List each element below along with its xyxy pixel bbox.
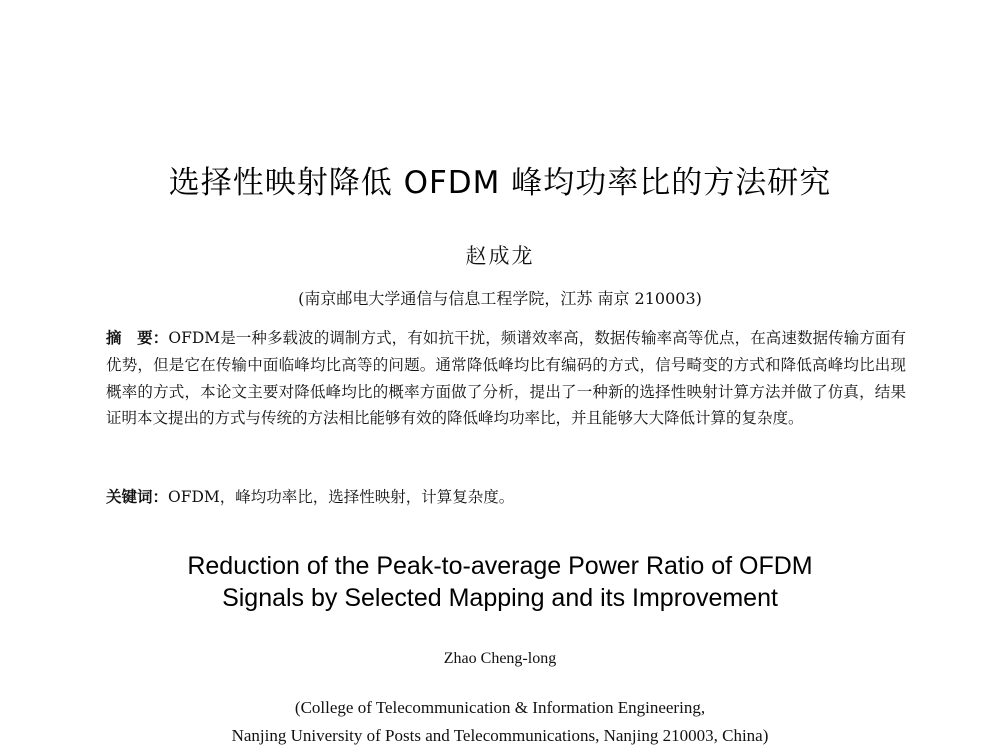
english-affiliation-line-1: (College of Telecommunication & Information Engineering, <box>294 698 706 717</box>
english-author: Zhao Cheng-long <box>443 650 557 667</box>
keywords-text: OFDM，峰均功率比，选择性映射，计算复杂度。 <box>168 488 515 506</box>
chinese-abstract <box>106 325 906 432</box>
chinese-title: 选择性映射降低 OFDM 峰均功率比的方法研究 <box>168 165 832 201</box>
english-title <box>0 550 1000 614</box>
chinese-keywords <box>106 485 906 507</box>
abstract-text: OFDM是一种多载波的调制方式，有如抗干扰，频谱效率高，数据传输率高等优点，在高速数据传输方面有优势，但是它在传输中面临峰均比高等的问题。通常降低峰均比有编码的方式，信号畸变的方式和降低高峰均比出现概率的方式，本论文主要对降低峰均比的概率方面做了分析，提出了一种新的选择性映射计算方法并做了仿真，结果证明本文提出的方式与传统的方法相比能够有效的降低峰均功率比，并且能够大大降低计算的复杂度。 <box>106 329 906 428</box>
english-title-line-2: Signals by Selected Mapping and its Improvement <box>222 584 778 612</box>
english-affiliation <box>0 694 1000 750</box>
english-affiliation-line-2: Nanjing University of Posts and Telecommunications, Nanjing 210003, China) <box>231 726 769 745</box>
english-title-line-1: Reduction of the Peak-to-average Power Ratio of OFDM <box>187 552 813 580</box>
abstract-label: 摘 要： <box>106 328 169 347</box>
keywords-label: 关键词： <box>106 487 169 506</box>
chinese-affiliation: (南京邮电大学通信与信息工程学院，江苏 南京 210003) <box>298 289 702 308</box>
chinese-author: 赵成龙 <box>465 244 535 268</box>
